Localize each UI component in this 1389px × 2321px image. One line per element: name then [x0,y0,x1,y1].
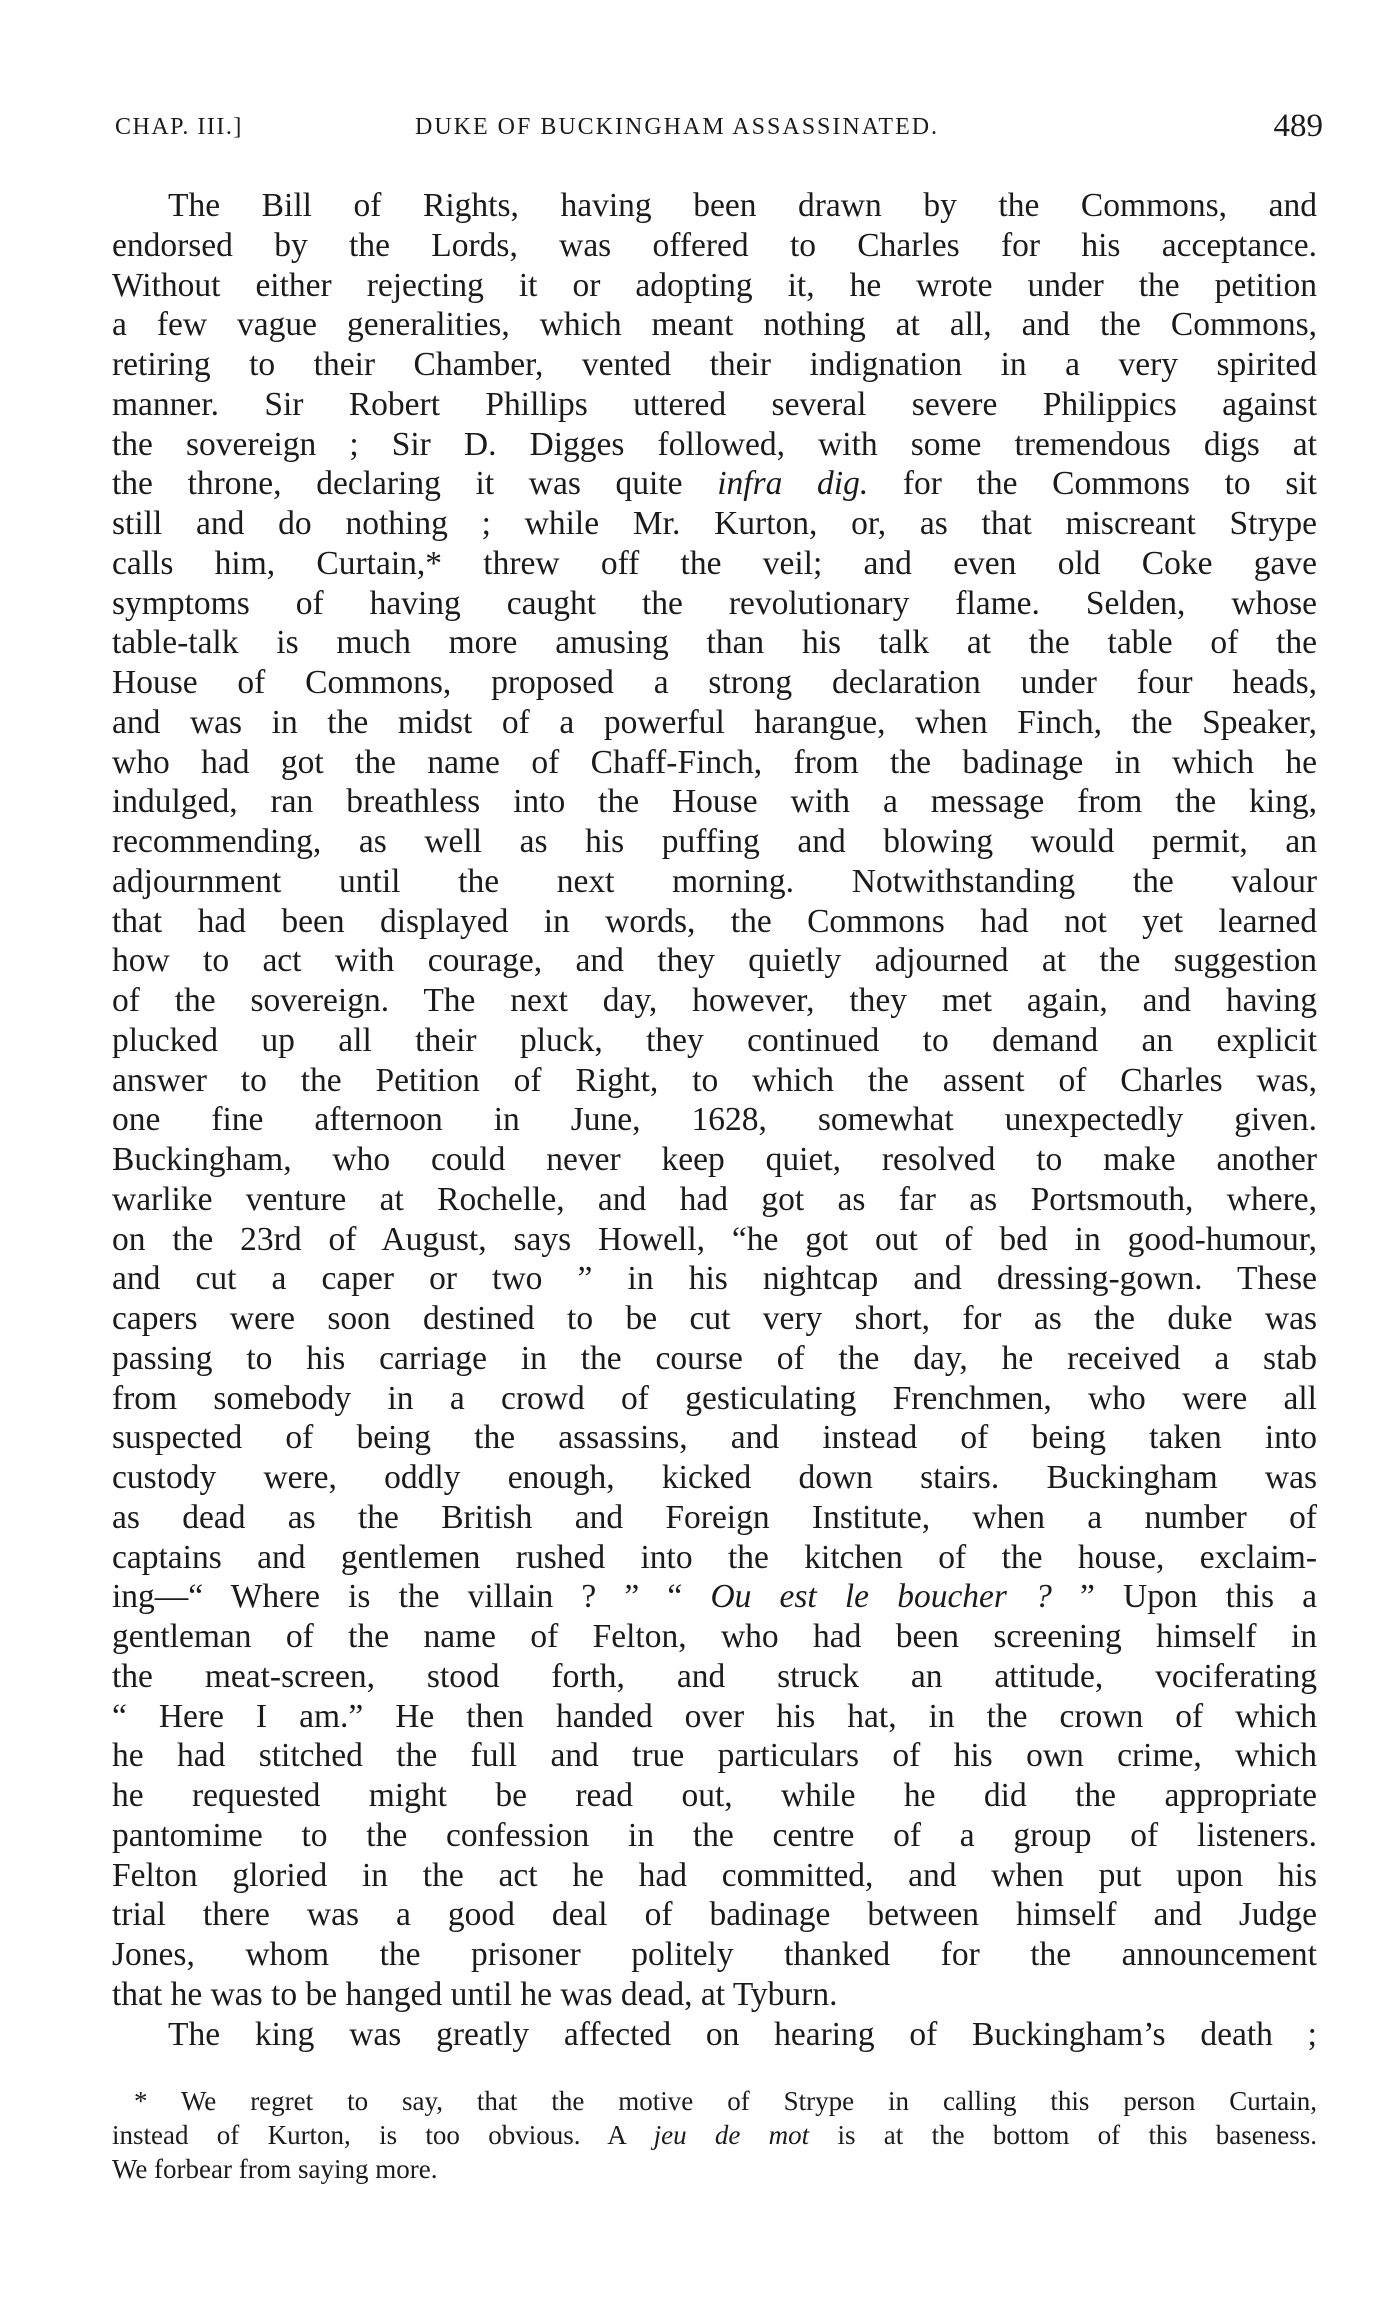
running-head [115,108,1323,148]
text-line: of the sovereign. The next day, however, they met again, and having [112,982,1317,1019]
text-line: the sovereign ; Sir D. Digges followed, with some tremendous digs at [112,425,1317,463]
text-line: adjournment until the next morning. Notwithstanding the valour [112,862,1317,900]
text-line: a few vague generalities, which meant nothing at all, and the Commons, [112,306,1317,344]
text-line: custody were, oddly enough, kicked down stairs. Buckingham was [112,1459,1317,1496]
text-line: Buckingham, who could never keep quiet, resolved to make another [112,1141,1317,1178]
footnote-line: We forbear from saying more. [112,2154,438,2184]
text-line: still and do nothing ; while Mr. Kurton, or, as that miscreant Strype [112,505,1317,542]
text-line: endorsed by the Lords, was offered to Charles for his acceptance. [112,226,1317,264]
italic-phrase: Ou est le boucher ? [710,1578,1052,1616]
page-number: 489 [1273,108,1323,144]
footnote-line: instead of Kurton, is too obvious. A jeu de mot is at the bottom of this baseness. [112,2120,1317,2150]
text-line: pantomime to the confession in the centre of a group of listeners. [112,1816,1317,1854]
text-line: plucked up all their pluck, they continued to demand an explicit [112,1021,1317,1059]
italic-phrase: infra dig. [717,465,869,503]
text-line: calls him, Curtain,* threw off the veil; and even old Coke gave [112,544,1317,582]
footnote [112,2084,1317,2186]
text-line: and cut a caper or two ” in his nightcap and dressing-gown. These [112,1260,1317,1298]
text-line: “ Here I am.” He then handed over his hat, in the crown of which [112,1697,1317,1735]
text-line: indulged, ran breathless into the House with a message from the king, [112,783,1317,821]
text-line: captains and gentlemen rushed into the kitchen of the house, exclaim- [112,1538,1317,1576]
text-line: symptoms of having caught the revolutionary flame. Selden, whose [112,584,1317,622]
text-line: Felton gloried in the act he had committed, and when put upon his [112,1856,1317,1894]
text-line: trial there was a good deal of badinage between himself and Judge [112,1896,1317,1934]
text-line: the meat-screen, stood forth, and struck an attitude, vociferating [112,1657,1317,1695]
text-line: capers were soon destined to be cut very short, for as the duke was [112,1300,1317,1337]
text-line: and was in the midst of a powerful harangue, when Finch, the Speaker, [112,703,1317,741]
text-line: manner. Sir Robert Phillips uttered several severe Philippics against [112,385,1317,423]
text-line: passing to his carriage in the course of the day, he received a stab [112,1339,1317,1377]
text-line: The king was greatly affected on hearing of Buckingham’s death ; [168,2015,1317,2053]
text-line: ing—“ Where is the villain ? ” “ Ou est le boucher ? ” Upon this a [112,1578,1317,1616]
text-line: one fine afternoon in June, 1628, somewhat unexpectedly given. [112,1101,1317,1139]
footnote-line: * We regret to say, that the motive of Strype in calling this person Curtain, [134,2086,1317,2116]
text-line: he requested might be read out, while he did the appropriate [112,1777,1317,1814]
italic-phrase: jeu de mot [653,2120,810,2150]
text-line: Without either rejecting it or adopting it, he wrote under the petition [112,266,1317,304]
page-title: DUKE OF BUCKINGHAM ASSASSINATED. [415,114,940,140]
text-line: who had got the name of Chaff-Finch, from the badinage in which he [112,743,1317,781]
body-text [112,186,1317,2054]
text-line: recommending, as well as his puffing and blowing would permit, an [112,823,1317,860]
text-line: House of Commons, proposed a strong declaration under four heads, [112,664,1317,701]
chapter-label: CHAP. III.] [115,114,243,140]
text-line: gentleman of the name of Felton, who had been screening himself in [112,1618,1317,1655]
text-line: how to act with courage, and they quietly adjourned at the suggestion [112,942,1317,980]
text-line: suspected of being the assassins, and instead of being taken into [112,1419,1317,1457]
text-line: that he was to be hanged until he was dead, at Tyburn. [112,1975,838,2013]
text-line: on the 23rd of August, says Howell, “he got out of bed in good-humour, [112,1220,1317,1258]
text-line: from somebody in a crowd of gesticulating Frenchmen, who were all [112,1379,1317,1417]
text-line: warlike venture at Rochelle, and had got as far as Portsmouth, where, [112,1180,1317,1218]
text-line: he had stitched the full and true particulars of his own crime, which [112,1737,1317,1775]
text-line: the throne, declaring it was quite infra dig. for the Commons to sit [112,465,1317,503]
text-line: answer to the Petition of Right, to which the assent of Charles was, [112,1061,1317,1099]
text-line: that had been displayed in words, the Commons had not yet learned [112,902,1317,940]
text-line: table-talk is much more amusing than his talk at the table of the [112,624,1317,662]
text-line: Jones, whom the prisoner politely thanked for the announcement [112,1936,1317,1973]
text-line: as dead as the British and Foreign Institute, when a number of [112,1498,1317,1536]
text-line: The Bill of Rights, having been drawn by the Commons, and [168,187,1317,224]
text-line: retiring to their Chamber, vented their indignation in a very spirited [112,346,1317,383]
